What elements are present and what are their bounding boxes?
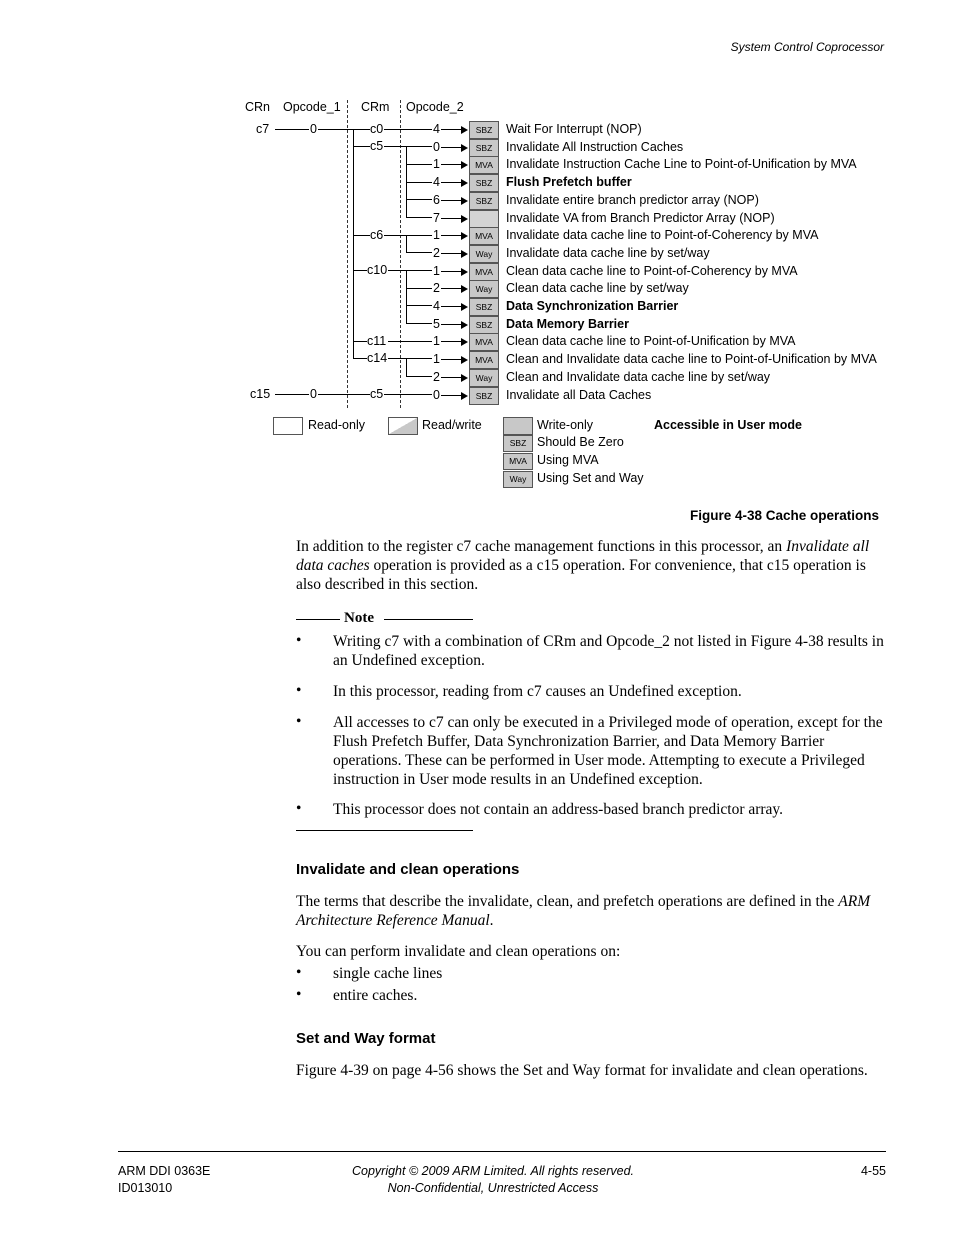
bullet-marker: •: [296, 682, 302, 699]
operation-description: Invalidate all Data Caches: [506, 388, 652, 402]
arrow-head-icon: [461, 215, 468, 223]
connector-line: [384, 146, 432, 147]
opcode2-value: 1: [433, 334, 440, 348]
list-item: entire caches.: [333, 987, 418, 1004]
col-header-crm: CRm: [361, 100, 390, 114]
crm-label: c14: [367, 351, 388, 365]
operation-description: Invalidate All Instruction Caches: [506, 140, 684, 154]
write-only-swatch: [503, 417, 533, 435]
opcode2-value: 4: [433, 299, 440, 313]
arrow-line: [441, 288, 461, 289]
connector-line: [406, 235, 407, 253]
opcode2-value: 2: [433, 370, 440, 384]
arrow-head-icon: [461, 356, 468, 364]
note-item: Writing c7 with a combination of CRm and Opcode_2 not listed in Figure 4-38 results in an Undefined exception.: [333, 633, 884, 669]
connector-line: [384, 129, 432, 130]
col-header-crn: CRn: [245, 100, 271, 114]
crm-label: c10: [367, 263, 388, 277]
opcode2-value: 0: [433, 140, 440, 154]
access-box: MVA: [469, 333, 499, 351]
opcode1-label: 0: [310, 387, 317, 401]
operation-description: Clean data cache line by set/way: [506, 281, 689, 295]
set-way-paragraph: Figure 4-39 on page 4-56 shows the Set and Way format for invalidate and clean operations.: [296, 1062, 868, 1079]
connector-line: [384, 394, 432, 395]
operation-description: Clean data cache line to Point-of-Coherency by MVA: [506, 264, 798, 278]
note-item: This processor does not contain an address-based branch predictor array.: [333, 801, 784, 818]
operation-description: Invalidate data cache line to Point-of-Coherency by MVA: [506, 228, 819, 242]
column-separator: [347, 100, 348, 408]
arrow-head-icon: [461, 126, 468, 134]
operation-description: Clean data cache line to Point-of-Unification by MVA: [506, 334, 796, 348]
operation-description: Data Memory Barrier: [506, 317, 629, 331]
opcode2-value: 2: [433, 246, 440, 260]
connector-line: [275, 129, 309, 130]
arrow-head-icon: [461, 338, 468, 346]
arrow-line: [441, 147, 461, 148]
legend-mva: Using MVA: [537, 453, 599, 467]
crm-label: c11: [367, 334, 387, 348]
opcode2-value: 1: [433, 264, 440, 278]
arrow-line: [441, 218, 461, 219]
bullet-marker: •: [296, 964, 302, 981]
legend-write-only: Write-only: [537, 418, 594, 432]
access-box: SBZ: [469, 121, 499, 139]
legend-sbz-box: SBZ: [503, 435, 533, 452]
connector-line: [318, 394, 370, 395]
access-box: MVA: [469, 351, 499, 369]
arrow-line: [441, 200, 461, 201]
opcode2-value: 5: [433, 317, 440, 331]
footer-doc-id: ARM DDI 0363E ID013010: [118, 1164, 211, 1195]
crm-label: c5: [370, 139, 384, 153]
arrow-head-icon: [461, 303, 468, 311]
opcode2-value: 7: [433, 211, 440, 225]
arrow-line: [441, 395, 461, 396]
access-box: SBZ: [469, 192, 499, 210]
operation-description: Clean and Invalidate data cache line to Point-of-Unification by MVA: [506, 352, 877, 366]
access-box: Way: [469, 280, 499, 298]
connector-line: [406, 305, 432, 306]
note-item: All accesses to c7 can only be executed in a Privileged mode of operation, except for the Flush Prefetch Buffer, Data Synchronization Barrier, and Data Memory Barrier operations. These can be performed in User mode. Attempting to execute a Privileged instruction in User mode results in an Undefined exception.: [333, 714, 883, 788]
arrow-line: [441, 324, 461, 325]
access-box: SBZ: [469, 139, 499, 157]
connector-line: [406, 270, 407, 324]
crn-label: c7: [256, 122, 270, 136]
arrow-head-icon: [461, 197, 468, 205]
connector-line: [275, 394, 309, 395]
connector-line: [353, 235, 370, 236]
access-box: Way: [469, 369, 499, 387]
connector-line: [318, 129, 370, 130]
legend-mva-box: MVA: [503, 453, 533, 470]
operation-description: Wait For Interrupt (NOP): [506, 122, 642, 136]
cache-operations-diagram: [0, 0, 954, 500]
arrow-line: [441, 306, 461, 307]
arrow-head-icon: [461, 250, 468, 258]
arrow-line: [441, 129, 461, 130]
operation-description: Flush Prefetch buffer: [506, 175, 632, 189]
terms-paragraph: The terms that describe the invalidate, clean, and prefetch operations are defined in the ARM Architecture Reference Manual.: [296, 893, 871, 929]
opcode2-value: 0: [433, 388, 440, 402]
intro-paragraph: In addition to the register c7 cache management functions in this processor, an Invalidate all data caches operation is provided as a c15 operation. For convenience, that c15 operation is also described in this section.: [296, 538, 870, 593]
arrow-head-icon: [461, 161, 468, 169]
bullet-marker: •: [296, 632, 302, 649]
col-header-opcode2: Opcode_2: [406, 100, 464, 114]
note-item: In this processor, reading from c7 causes an Undefined exception.: [333, 683, 742, 700]
arrow-head-icon: [461, 232, 468, 240]
note-end-rule: [296, 830, 473, 831]
connector-line: [406, 182, 432, 183]
opcode1-label: 0: [310, 122, 317, 136]
opcode2-value: 1: [433, 157, 440, 171]
connector-line: [406, 376, 432, 377]
arrow-line: [441, 253, 461, 254]
connector-line: [353, 358, 367, 359]
arrow-line: [441, 377, 461, 378]
access-box: Way: [469, 245, 499, 263]
connector-line: [406, 199, 432, 200]
access-box: MVA: [469, 263, 499, 281]
list-item: single cache lines: [333, 965, 443, 982]
legend-user-mode: Accessible in User mode: [654, 418, 802, 432]
section-heading-set-way: Set and Way format: [296, 1030, 436, 1047]
read-only-swatch: [273, 417, 303, 435]
bullet-marker: •: [296, 713, 302, 730]
footer-rule: [118, 1151, 886, 1152]
arrow-head-icon: [461, 285, 468, 293]
connector-line: [388, 358, 432, 359]
connector-line: [388, 270, 432, 271]
arrow-line: [441, 182, 461, 183]
access-box: SBZ: [469, 316, 499, 334]
arrow-head-icon: [461, 268, 468, 276]
footer-copyright: Copyright © 2009 ARM Limited. All rights reserved. Non-Confidential, Unrestricted Access: [351, 1164, 634, 1195]
arrow-line: [441, 271, 461, 272]
legend-way: Using Set and Way: [537, 471, 644, 485]
crm-label: c6: [370, 228, 384, 242]
bullet-marker: •: [296, 800, 302, 817]
arrow-line: [441, 341, 461, 342]
arrow-line: [441, 164, 461, 165]
connector-line: [406, 252, 432, 253]
access-box: SBZ: [469, 298, 499, 316]
arrow-head-icon: [461, 392, 468, 400]
access-box: SBZ: [469, 174, 499, 192]
connector-line: [406, 358, 407, 377]
crm-label: c0: [370, 122, 384, 136]
operation-description: Invalidate data cache line by set/way: [506, 246, 710, 260]
opcode2-value: 1: [433, 352, 440, 366]
arrow-head-icon: [461, 374, 468, 382]
operation-description: Invalidate VA from Branch Predictor Array (NOP): [506, 211, 775, 225]
connector-line: [406, 217, 432, 218]
crn-label: c15: [250, 387, 271, 401]
legend-way-box: Way: [503, 471, 533, 488]
opcode2-value: 4: [433, 175, 440, 189]
opcode2-value: 4: [433, 122, 440, 136]
arrow-line: [441, 235, 461, 236]
connector-line: [406, 164, 432, 165]
arrow-head-icon: [461, 144, 468, 152]
footer-page-number: 4-55: [860, 1164, 886, 1178]
access-box: [469, 210, 499, 228]
section-heading-invalidate-clean: Invalidate and clean operations: [296, 861, 520, 878]
bullet-marker: •: [296, 986, 302, 1003]
access-box: SBZ: [469, 387, 499, 405]
connector-line: [406, 288, 432, 289]
connector-line: [353, 270, 367, 271]
connector-line: [353, 341, 367, 342]
connector-line: [384, 235, 432, 236]
arrow-head-icon: [461, 321, 468, 329]
access-box: MVA: [469, 156, 499, 174]
arrow-head-icon: [461, 179, 468, 187]
legend-read-only: Read-only: [308, 418, 365, 432]
operation-description: Invalidate Instruction Cache Line to Point-of-Unification by MVA: [506, 157, 857, 171]
figure-caption: Figure 4-38 Cache operations: [690, 508, 880, 523]
operation-description: Data Synchronization Barrier: [506, 299, 679, 313]
connector-line: [353, 146, 370, 147]
connector-line: [406, 323, 432, 324]
legend-read-write: Read/write: [422, 418, 482, 432]
connector-line: [353, 129, 354, 359]
read-write-swatch: [388, 417, 418, 435]
opcode2-value: 2: [433, 281, 440, 295]
operations-intro: You can perform invalidate and clean operations on:: [296, 943, 621, 960]
col-header-opcode1: Opcode_1: [283, 100, 341, 114]
operation-description: Invalidate entire branch predictor array (NOP): [506, 193, 759, 207]
access-box: MVA: [469, 227, 499, 245]
running-header: System Control Coprocessor: [730, 40, 884, 54]
connector-line: [388, 341, 432, 342]
crm-label: c5: [370, 387, 384, 401]
operation-description: Clean and Invalidate data cache line by set/way: [506, 370, 771, 384]
opcode2-value: 1: [433, 228, 440, 242]
arrow-line: [441, 359, 461, 360]
opcode2-value: 6: [433, 193, 440, 207]
legend-sbz: Should Be Zero: [537, 435, 624, 449]
